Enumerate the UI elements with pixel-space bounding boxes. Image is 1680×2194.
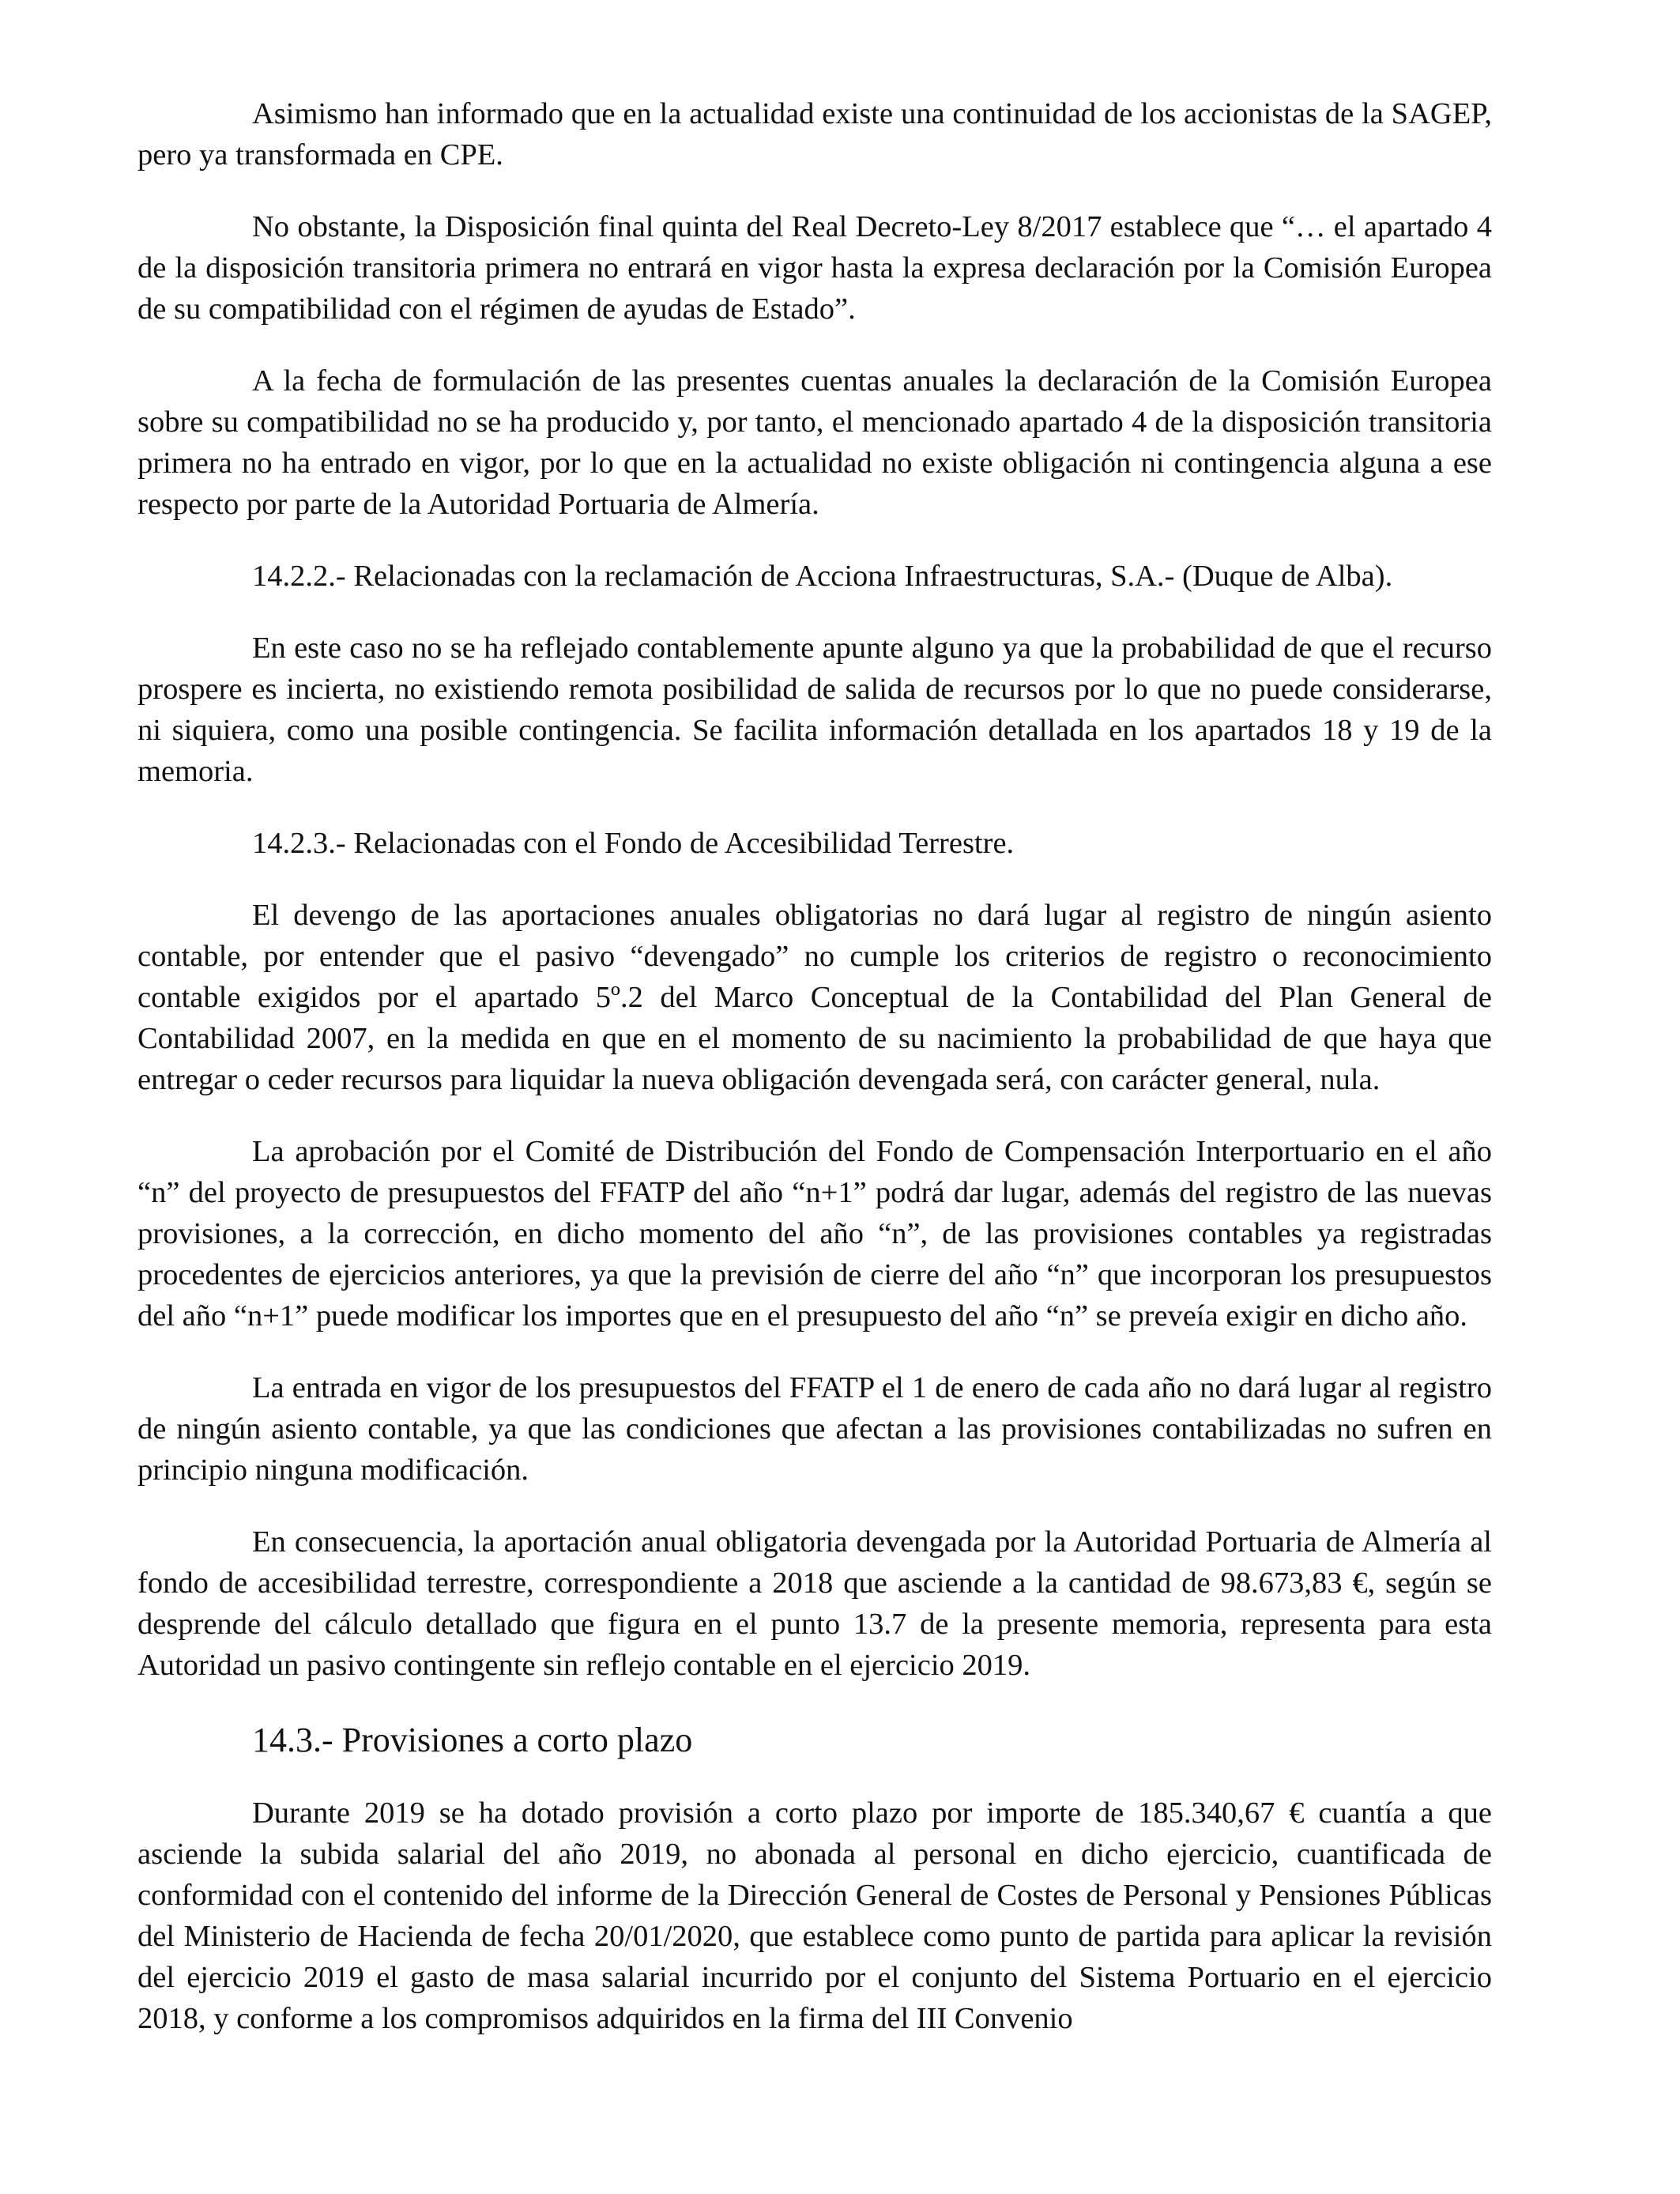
paragraph-short-term-provision: Durante 2019 se ha dotado provisión a corto plazo por importe de 185.340,67 € cuantía a que asciende la subida salarial del año 2019, no abonada al personal en dicho ejercicio, cuantificada de conformidad con el contenido del informe de la Dirección General de Costes de Personal y Pensiones Públicas del Ministerio de Hacienda de fecha 20/01/2020, que establece como punto de partida para aplicar la revisión del ejercicio 2019 el gasto de masa salarial incurrido por el conjunto del Sistema Portuario en el ejercicio 2018, y conforme a los compromisos adquiridos en la firma del III Convenio	[137, 1796, 1492, 2035]
section-heading-14-3: 14.3.- Provisiones a corto plazo	[252, 1721, 693, 1759]
paragraph-annual-contributions: El devengo de las aportaciones anuales obligatorias no dará lugar al registro de ningún asiento contable, por entender que el pasivo “devengado” no cumple los criterios de registro o reconocimiento contable exigidos por el apartado 5º.2 del Marco Conceptual de la Contabilidad del Plan General de Contabilidad 2007, en la medida en que en el momento de su nacimiento la probabilidad de que haya que entregar o ceder recursos para liquidar la nueva obligación devengada será, con carácter general, nula.	[137, 899, 1492, 1096]
paragraph-committee-approval: La aprobación por el Comité de Distribución del Fondo de Compensación Interportuario en el año “n” del proyecto de presupuestos del FFATP del año “n+1” podrá dar lugar, además del registro de las nuevas provisiones, a la corrección, en dicho momento del año “n”, de las provisiones contables ya registradas procedentes de ejercicios anteriores, ya que la previsión de cierre del año “n” que incorporan los presupuestos del año “n+1” puede modificar los importes que en el presupuesto del año “n” se preveía exigir en dicho año.	[137, 1135, 1492, 1333]
paragraph-commission-declaration: A la fecha de formulación de las presentes cuentas anuales la declaración de la Comisión Europea sobre su compatibilidad no se ha producido y, por tanto, el mencionado apartado 4 de la disposición transitoria primera no ha entrado en vigor, por lo que en la actualidad no existe obligación ni contingencia alguna a ese respecto por parte de la Autoridad Portuaria de Almería.	[137, 364, 1492, 521]
paragraph-sagep-continuity: Asimismo han informado que en la actualidad existe una continuidad de los accionistas de la SAGEP, pero ya transformada en CPE.	[137, 97, 1492, 172]
paragraph-budget-entry: La entrada en vigor de los presupuestos del FFATP el 1 de enero de cada año no dará lugar al registro de ningún asiento contable, ya que las condiciones que afectan a las provisiones contabilizadas no sufren en principio ninguna modificación.	[137, 1371, 1492, 1487]
paragraph-contingent-liability: En consecuencia, la aportación anual obligatoria devengada por la Autoridad Portuaria de Almería al fondo de accesibilidad terrestre, correspondiente a 2018 que asciende a la cantidad de 98.673,83 €, según se desprende del cálculo detallado que figura en el punto 13.7 de la presente memoria, representa para esta Autoridad un pasivo contingente sin reflejo contable en el ejercicio 2019.	[137, 1525, 1492, 1682]
subsection-heading-14-2-2: 14.2.2.- Relacionadas con la reclamación de Acciona Infraestructuras, S.A.- (Duque de Alba).	[252, 560, 1393, 593]
subsection-heading-14-2-3: 14.2.3.- Relacionadas con el Fondo de Accesibilidad Terrestre.	[252, 827, 1015, 860]
paragraph-acciona-claim: En este caso no se ha reflejado contablemente apunte alguno ya que la probabilidad de que el recurso prospere es incierta, no existiendo remota posibilidad de salida de recursos por lo que no puede considerarse, ni siquiera, como una posible contingencia. Se facilita información detallada en los apartados 18 y 19 de la memoria.	[137, 631, 1492, 788]
document-body	[137, 93, 1492, 2070]
paragraph-final-provision: No obstante, la Disposición final quinta del Real Decreto-Ley 8/2017 establece que “… el apartado 4 de la disposición transitoria primera no entrará en vigor hasta la expresa declaración por la Comisión Europea de su compatibilidad con el régimen de ayudas de Estado”.	[137, 210, 1492, 326]
